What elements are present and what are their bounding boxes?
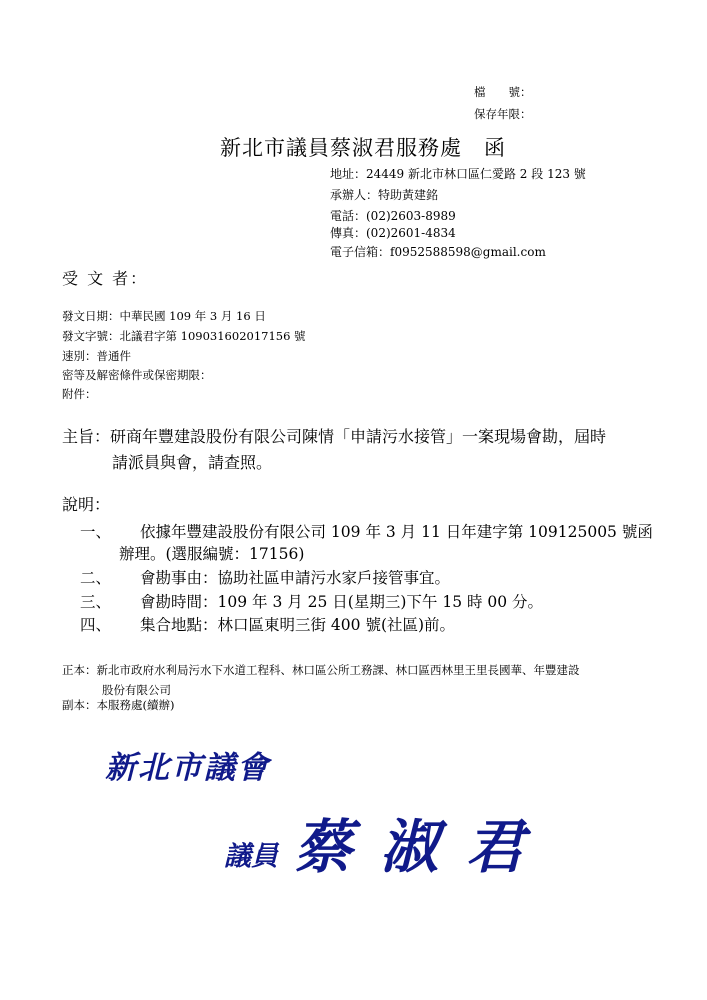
explanation-item — [80, 520, 653, 542]
item-number: 一、 — [80, 523, 112, 541]
councilor-title-seal: 議員 — [224, 841, 278, 872]
original-recipients-line-2: 股份有限公司 — [102, 683, 171, 697]
document-number: 發文字號：北議君字第 109031602017156 號 — [62, 329, 306, 343]
file-number-label: 檔 號： — [474, 85, 532, 99]
item-text: 依據年豐建設股份有限公司 109 年 3 月 11 日年建字第 109125005 號函 — [140, 523, 653, 541]
contact-handler: 承辦人：特助黃建銘 — [330, 188, 439, 202]
issue-date: 發文日期：中華民國 109 年 3 月 16 日 — [62, 309, 266, 323]
item-text: 會勘事由：協助社區申請污水家戶接管事宜。 — [140, 569, 451, 587]
council-seal-text: 新北市議會 — [105, 750, 270, 786]
explanation-item — [80, 566, 450, 588]
contact-fax: 傳真：(02)2601-4834 — [330, 226, 456, 240]
original-recipients — [62, 660, 662, 700]
councilor-name-seal: 蔡淑君 — [294, 813, 553, 881]
attachment-label: 附件： — [62, 387, 97, 401]
retention-period-label: 保存年限： — [474, 107, 532, 121]
subject-block — [62, 424, 652, 476]
item-number: 二、 — [80, 569, 112, 587]
original-recipients-line-1: 正本：新北市政府水利局污水下水道工程科、林口區公所工務課、林口區西林里王里長國華、年豐建設 — [62, 663, 580, 677]
contact-email: 電子信箱：f0952588598@gmail.com — [330, 245, 546, 259]
secrecy-level: 密等及解密條件或保密期限： — [62, 368, 212, 382]
explanation-item — [80, 613, 455, 635]
item-text-continued: 辦理。(選服編號：17156) — [119, 545, 305, 563]
item-text: 集合地點：林口區東明三街 400 號(社區)前。 — [140, 616, 456, 634]
delivery-speed: 速別：普通件 — [62, 349, 131, 363]
document-title: 新北市議員蔡淑君服務處 函 — [220, 136, 506, 160]
subject-line-1: 主旨：研商年豐建設股份有限公司陳情「申請污水接管」一案現場會勘，屆時 — [62, 427, 607, 446]
item-number: 四、 — [80, 616, 112, 634]
subject-line-2: 請派員與會，請查照。 — [112, 453, 273, 472]
receiver-label: 受 文 者： — [62, 269, 149, 288]
item-text: 會勘時間：109 年 3 月 25 日(星期三)下午 15 時 00 分。 — [140, 593, 544, 611]
copy-recipients: 副本：本服務處(續辦) — [62, 698, 175, 712]
explanation-item — [80, 590, 543, 612]
contact-phone: 電話：(02)2603-8989 — [330, 209, 456, 223]
item-number: 三、 — [80, 593, 112, 611]
explanation-label: 說明： — [62, 495, 111, 514]
contact-address: 地址：24449 新北市林口區仁愛路 2 段 123 號 — [330, 167, 586, 181]
